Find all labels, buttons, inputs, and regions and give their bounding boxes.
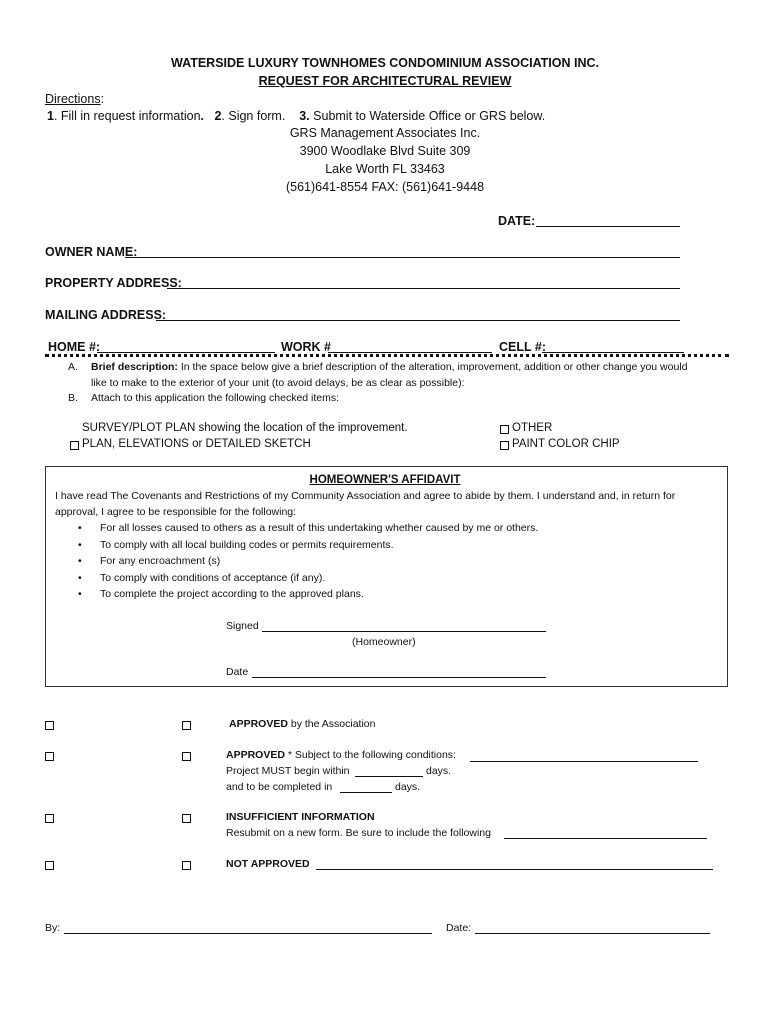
complete-days-label: days. [395,781,421,793]
grs-phone: (561)641-8554 FAX: (561)641-9448 [285,180,485,194]
work-phone-field[interactable] [328,352,492,353]
footer-date-field[interactable] [475,933,710,934]
survey-plan-item: SURVEY/PLOT PLAN showing the location of the improvement. [82,422,408,434]
begin-days-label: days. [426,765,452,777]
date-field[interactable] [536,226,680,227]
step1-number: 1 [47,109,54,123]
by-label: By: [45,922,61,934]
approved-suffix: by the Association [287,718,376,730]
affidavit-title: HOMEOWNER'S AFFIDAVIT [309,474,461,486]
approved-cond-label: APPROVED [226,749,285,761]
not-approved-checkbox-1[interactable] [45,861,54,870]
approved-cond-text [226,749,456,761]
signed-label: Signed [226,620,259,632]
not-approved-checkbox-2[interactable] [182,861,191,870]
item-a-text [91,361,688,373]
home-phone-label: HOME #: [48,340,101,354]
mailing-address-field[interactable] [156,320,680,321]
date-label: DATE: [498,214,536,228]
plan-checkbox[interactable] [70,441,79,450]
cell-phone-label: CELL #: [499,340,546,354]
step2-number: 2 [214,109,222,123]
resubmit-text: Resubmit on a new form. Be sure to include the following [226,827,491,839]
plan-elevations-item: PLAN, ELEVATIONS or DETAILED SKETCH [82,438,311,450]
owner-name-field[interactable] [125,257,680,258]
affidavit-bullet: • For all losses caused to others as a result of this undertaking whether caused by me or others. [100,522,538,534]
step3-text: Submit to Waterside Office or GRS below. [313,109,546,123]
footer-date-label: Date: [446,922,472,934]
by-field[interactable] [64,933,432,934]
resubmit-field[interactable] [504,838,707,839]
affidavit-date-field[interactable] [252,677,546,678]
directions-colon: : [100,92,105,106]
affidavit-bullet: • To complete the project according to the approved plans. [100,588,364,600]
approved-checkbox-2[interactable] [182,721,191,730]
completed-in-label: and to be completed in [226,781,333,793]
directions-label: Directions [45,92,101,106]
directions-steps [47,109,545,123]
grs-company: GRS Management Associates Inc. [289,126,481,140]
owner-name-label: OWNER NAME: [45,245,138,259]
grs-street: 3900 Woodlake Blvd Suite 309 [299,144,471,158]
affidavit-intro-1: I have read The Covenants and Restrictions of my Community Association and agree to abide by them. I understand and, in return for [55,490,676,502]
affidavit-bullet: • To comply with conditions of acceptance (if any). [100,572,325,584]
dotted-separator [45,354,729,357]
affidavit-intro-2: approval, I agree to be responsible for the following: [55,506,297,518]
affidavit-bullet: • For any encroachment (s) [100,555,220,567]
approved-cond-checkbox-2[interactable] [182,752,191,761]
step2-text: . Sign form. [221,109,286,123]
not-approved-label: NOT APPROVED [226,858,310,870]
step1-period: . [200,109,205,123]
cell-phone-field[interactable] [542,352,684,353]
home-phone-field[interactable] [97,352,275,353]
step1-text: . Fill in request information [53,109,201,123]
approved-label: APPROVED [229,718,288,730]
form-title: WATERSIDE LUXURY TOWNHOMES CONDOMINIUM ASSOCIATION INC. [170,56,599,70]
property-address-field[interactable] [167,288,680,289]
insufficient-checkbox-1[interactable] [45,814,54,823]
approved-cond-suffix: * Subject to the following conditions: [284,749,456,761]
grs-city: Lake Worth FL 33463 [325,162,445,176]
signature-field[interactable] [262,631,546,632]
item-a-letter: A. [68,361,78,373]
step3-number: 3. [299,109,310,123]
conditions-field[interactable] [470,761,698,762]
homeowner-caption: (Homeowner) [352,636,416,648]
begin-within-label: Project MUST begin within [226,765,350,777]
mailing-address-label: MAILING ADDRESS: [45,308,167,322]
not-approved-field[interactable] [316,869,713,870]
paint-chip-item: PAINT COLOR CHIP [512,438,620,450]
other-checkbox[interactable] [500,425,509,434]
form-subtitle: REQUEST FOR ARCHITECTURAL REVIEW [258,74,512,88]
affidavit-bullet: • To comply with all local building codes or permits requirements. [100,539,394,551]
item-b-letter: B. [68,392,78,404]
affidavit-date-label: Date [226,666,249,678]
approved-cond-checkbox-1[interactable] [45,752,54,761]
brief-description-label: Brief description: [91,361,178,373]
insufficient-label: INSUFFICIENT INFORMATION [226,811,375,823]
complete-days-field[interactable] [340,792,392,793]
begin-days-field[interactable] [355,776,423,777]
brief-description-text: In the space below give a brief description of the alteration, improvement, addition or other change you would [177,361,688,373]
property-address-label: PROPERTY ADDRESS: [45,276,182,290]
directions-heading [45,92,104,106]
insufficient-checkbox-2[interactable] [182,814,191,823]
approved-text [229,718,376,730]
paint-chip-checkbox[interactable] [500,441,509,450]
item-a-text-cont: like to make to the exterior of your unit (to avoid delays, be as clear as possible): [91,377,465,389]
approved-checkbox-1[interactable] [45,721,54,730]
other-item: OTHER [512,422,553,434]
work-phone-label: WORK # [281,340,331,354]
item-b-text: Attach to this application the following checked items: [91,392,340,404]
